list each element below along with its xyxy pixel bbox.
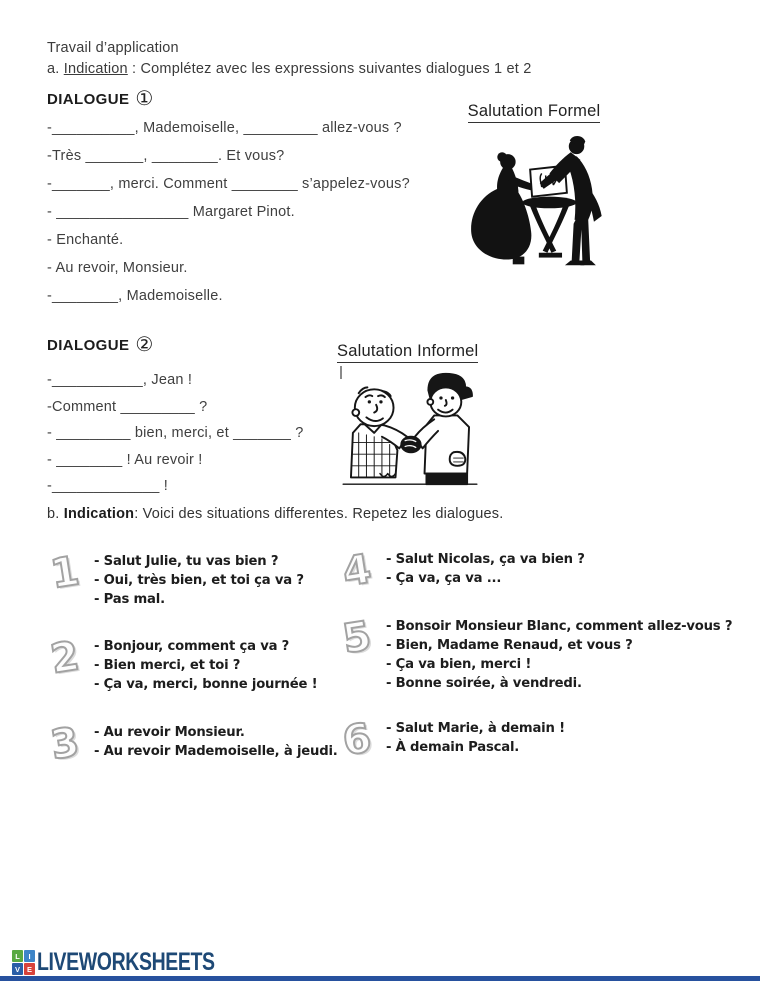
circled-two-icon: ② — [135, 334, 154, 356]
situation-2 — [47, 633, 318, 694]
informal-greeting-figure — [337, 342, 487, 490]
situation-line: - Ça va, merci, bonne journée ! — [94, 677, 318, 692]
informal-greeting-cartoon-icon — [337, 369, 483, 490]
dialogue1-line: -__________, Mademoiselle, _________ allez-vous ? — [47, 120, 402, 136]
situation-line: - Bonne soirée, à vendredi. — [386, 676, 582, 691]
situation-line: - Oui, très bien, et toi ça va ? — [94, 573, 304, 588]
situation-line: - Pas mal. — [94, 592, 165, 607]
instruction-b-label: Indication — [63, 506, 135, 522]
instruction-a — [47, 61, 532, 77]
dialogue1-heading — [47, 85, 154, 110]
situation-line: - Salut Marie, à demain ! — [386, 721, 565, 736]
worksheet-title: Travail d’application — [47, 40, 179, 56]
dialogue1-lines — [47, 114, 410, 310]
situation-5-lines — [386, 617, 732, 693]
dialogue2-line: -_____________ ! — [47, 478, 168, 494]
bottom-blue-bar — [0, 976, 760, 981]
dialogue2-line: - ________ ! Au revoir ! — [47, 451, 203, 468]
situation-line: - Ça va, ça va ... — [386, 571, 502, 586]
situation-1 — [47, 548, 304, 609]
liveworksheets-logo-icon — [12, 950, 35, 975]
dialogue1-line: -_______, merci. Comment ________ s’appelez-vous? — [47, 176, 410, 192]
dialogue1-line: -________, Mademoiselle. — [47, 288, 223, 304]
dialogue1-heading-label: DIALOGUE — [47, 91, 130, 108]
dialogue2-lines — [47, 367, 304, 500]
instruction-b-prefix: b. — [47, 506, 64, 522]
situation-line: - À demain Pascal. — [386, 740, 520, 755]
situation-line: - Salut Nicolas, ça va bien ? — [386, 552, 585, 567]
situation-5 — [339, 613, 733, 693]
circled-one-icon: ① — [135, 88, 154, 110]
situation-line: - Ça va bien, merci ! — [386, 657, 532, 672]
dialogue2-line: -___________, Jean ! — [47, 372, 193, 388]
situation-6 — [339, 715, 565, 765]
situation-2-number: 2 — [47, 633, 83, 683]
dialogue2-line: -Comment _________ ? — [47, 398, 208, 415]
dialogue1-line: - ________________ Margaret Pinot. — [47, 204, 295, 220]
situation-line: - Salut Julie, tu vas bien ? — [94, 554, 279, 569]
situation-4-lines — [386, 550, 585, 588]
formal-greeting-caption: Salutation Formel — [468, 102, 601, 123]
situation-4-number: 4 — [339, 546, 375, 596]
informal-greeting-caption: Salutation Informel — [337, 342, 478, 363]
logo-square-l: L — [12, 950, 23, 962]
situation-2-lines — [94, 637, 317, 694]
situation-line: - Au revoir Monsieur. — [94, 725, 245, 740]
text-cursor — [340, 366, 342, 379]
logo-square-v: V — [12, 963, 23, 975]
situation-line: - Bonsoir Monsieur Blanc, comment allez-vous ? — [386, 619, 733, 634]
dialogue2-heading-label: DIALOGUE — [47, 337, 130, 354]
situation-1-lines — [94, 552, 304, 609]
situation-line: - Bien, Madame Renaud, et vous ? — [386, 638, 633, 653]
instruction-a-rest: : Complétez avec les expressions suivantes dialogues 1 et 2 — [127, 61, 532, 77]
liveworksheets-brand-text: LIVEWORKSHEETS — [37, 948, 215, 976]
logo-square-e: E — [24, 963, 35, 975]
situation-3 — [47, 719, 338, 769]
liveworksheets-logo[interactable] — [12, 948, 265, 977]
instruction-a-label: Indication — [63, 61, 128, 77]
situation-line: - Bonjour, comment ça va ? — [94, 639, 290, 654]
situation-6-lines — [386, 719, 565, 757]
dialogue2-line: - _________ bien, merci, et _______ ? — [47, 425, 304, 441]
situation-3-number: 3 — [47, 719, 83, 769]
situation-line: - Bien merci, et toi ? — [94, 658, 241, 673]
instruction-b-rest: : Voici des situations differentes. Repetez les dialogues. — [134, 506, 504, 522]
instruction-a-prefix: a. — [47, 61, 64, 77]
dialogue2-heading — [47, 331, 154, 356]
instruction-b — [47, 506, 503, 522]
dialogue1-line: - Au revoir, Monsieur. — [47, 260, 188, 276]
logo-square-i: I — [24, 950, 35, 962]
situation-line: - Au revoir Mademoiselle, à jeudi. — [94, 744, 338, 759]
formal-greeting-silhouette-icon — [454, 129, 614, 274]
formal-greeting-figure — [450, 102, 618, 274]
dialogue1-line: - Enchanté. — [47, 232, 124, 248]
situation-1-number: 1 — [47, 548, 83, 598]
situation-3-lines — [94, 723, 338, 761]
situation-4 — [339, 546, 585, 596]
situation-6-number: 6 — [339, 715, 375, 765]
situation-5-number: 5 — [339, 613, 375, 663]
dialogue1-line: -Très _______, ________. Et vous? — [47, 148, 285, 164]
